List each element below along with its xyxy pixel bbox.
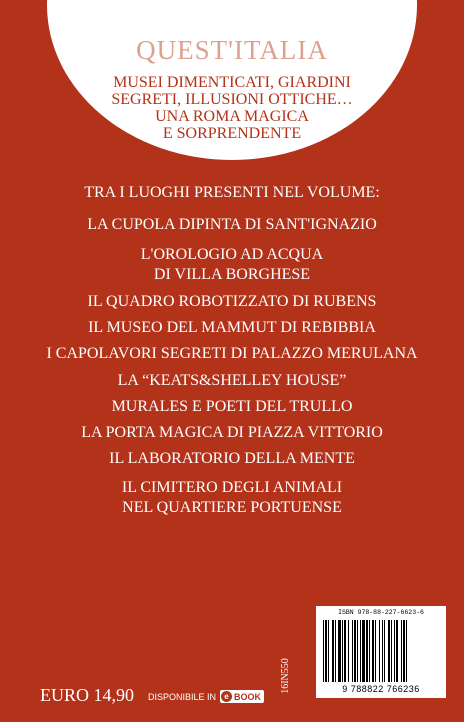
place-item xyxy=(0,215,464,235)
barcode-bar xyxy=(335,620,336,682)
place-line: IL LABORATORIO DELLA MENTE xyxy=(109,450,355,467)
volume-heading: TRA I LUOGHI PRESENTI NEL VOLUME: xyxy=(84,184,380,201)
place-item xyxy=(0,318,464,338)
barcode-bar xyxy=(344,620,346,682)
place-item xyxy=(0,397,464,417)
barcode-bar xyxy=(360,620,361,682)
isbn-text: ISBN 978-88-227-6623-6 xyxy=(338,609,424,616)
place-item xyxy=(0,371,464,391)
ebook-availability xyxy=(148,690,264,703)
barcode-bar xyxy=(357,620,358,682)
place-line: LA CUPOLA DIPINTA DI SANT'IGNAZIO xyxy=(87,216,377,233)
place-line: I CAPOLAVORI SEGRETI DI PALAZZO MERULANA xyxy=(46,345,418,362)
barcode-bar xyxy=(325,620,327,682)
ebook-logo xyxy=(220,690,264,703)
barcode-bar xyxy=(352,620,353,682)
subtitle-line: UNA ROMA MAGICA xyxy=(155,108,309,125)
subtitle-line: SEGRETI, ILLUSIONI OTTICHE… xyxy=(111,91,353,108)
barcode-bar xyxy=(384,620,385,682)
price: EURO 14,90 xyxy=(40,685,134,705)
ebook-label: BOOK xyxy=(234,691,262,702)
barcode-bar xyxy=(369,620,370,682)
place-item xyxy=(0,344,464,364)
series-title: QUEST'ITALIA xyxy=(136,35,328,65)
place-item xyxy=(0,449,464,469)
place-item xyxy=(0,245,464,285)
available-label: DISPONIBILE IN xyxy=(148,691,217,702)
barcode-bar xyxy=(396,620,398,682)
subtitle-line: MUSEI DIMENTICATI, GIARDINI xyxy=(113,74,351,91)
barcode-bar xyxy=(382,620,383,682)
barcode-bar xyxy=(375,620,376,682)
barcode-bar xyxy=(391,620,392,682)
place-item xyxy=(0,478,464,518)
place-item xyxy=(0,423,464,443)
barcode-bar xyxy=(401,620,402,682)
place-line: LA PORTA MAGICA DI PIAZZA VITTORIO xyxy=(81,424,383,441)
place-line: IL QUADRO ROBOTIZZATO DI RUBENS xyxy=(87,293,377,310)
barcode-bar xyxy=(328,620,329,682)
place-line: NEL QUARTIERE PORTUENSE xyxy=(122,499,342,516)
barcode-bar xyxy=(323,620,324,682)
subtitle xyxy=(0,74,464,142)
barcode-bar xyxy=(338,620,341,682)
place-item xyxy=(0,292,464,312)
barcode xyxy=(316,606,446,698)
subtitle-line: E SORPRENDENTE xyxy=(162,125,302,142)
place-line: IL CIMITERO DEGLI ANIMALI xyxy=(121,479,343,496)
barcode-bar xyxy=(379,620,380,682)
barcode-digits: 9 788822 766236 xyxy=(342,684,420,694)
barcode-bar xyxy=(406,620,407,682)
barcode-bar xyxy=(394,620,395,682)
place-line: IL MUSEO DEL MAMMUT DI REBIBBIA xyxy=(88,319,376,336)
barcode-bar xyxy=(403,620,405,682)
barcode-bar xyxy=(342,620,343,682)
place-line: LA “KEATS&SHELLEY HOUSE” xyxy=(117,372,347,389)
vertical-code: 16IN550 xyxy=(280,658,291,694)
barcode-bar xyxy=(388,620,390,682)
ebook-e-icon: e xyxy=(221,691,232,702)
place-line: MURALES E POETI DEL TRULLO xyxy=(111,398,353,415)
barcode-bar xyxy=(348,620,349,682)
barcode-bar xyxy=(362,620,365,682)
barcode-bar xyxy=(354,620,356,682)
place-line: L'OROLOGIO AD ACQUA xyxy=(140,246,324,263)
barcode-bar xyxy=(366,620,368,682)
barcode-bars xyxy=(322,620,440,682)
barcode-bar xyxy=(332,620,334,682)
barcode-bar xyxy=(372,620,374,682)
place-line: DI VILLA BORGHESE xyxy=(153,266,311,283)
